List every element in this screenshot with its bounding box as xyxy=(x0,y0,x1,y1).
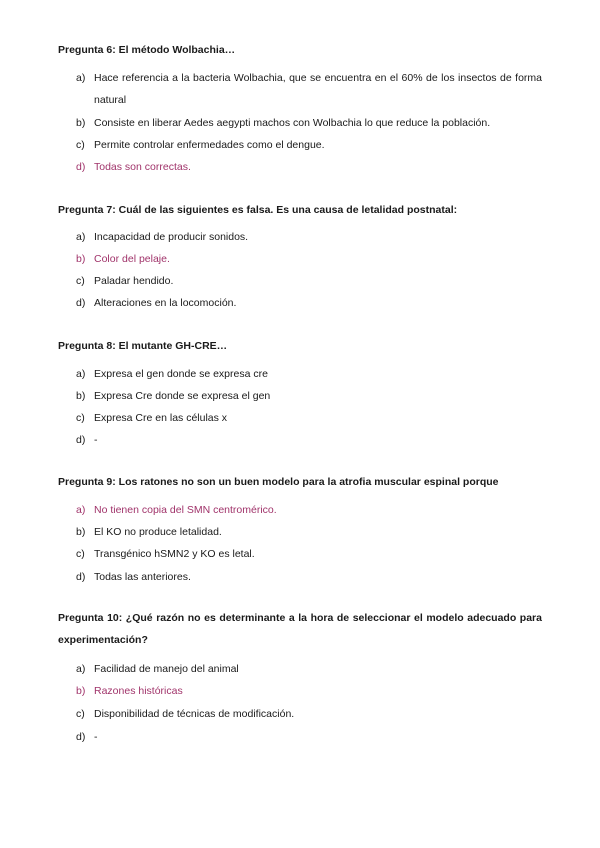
option-text: Consiste en liberar Aedes aegypti machos con Wolbachia lo que reduce la población. xyxy=(94,117,491,129)
answer-option-correct xyxy=(76,680,542,702)
answer-option xyxy=(76,363,542,385)
answer-option xyxy=(76,67,542,111)
option-text: Color del pelaje. xyxy=(94,253,170,265)
option-letter: b) xyxy=(76,390,86,402)
option-text: No tienen copia del SMN centromérico. xyxy=(94,504,277,516)
option-letter: d) xyxy=(76,297,86,309)
question-title: Pregunta 10: ¿Qué razón no es determinante a la hora de seleccionar el modelo adecuado para experimentación? xyxy=(58,612,542,646)
answer-option xyxy=(76,112,542,134)
option-letter: a) xyxy=(76,504,86,516)
answer-option xyxy=(76,270,542,292)
answer-option xyxy=(76,226,542,248)
answer-option xyxy=(76,429,542,451)
answer-option xyxy=(76,407,542,429)
answer-option xyxy=(76,134,542,156)
question-title: Pregunta 6: El método Wolbachia… xyxy=(58,44,236,56)
answer-option-correct xyxy=(76,156,542,178)
option-text: El KO no produce letalidad. xyxy=(94,526,222,538)
option-text: Razones históricas xyxy=(94,685,183,697)
option-letter: c) xyxy=(76,548,85,560)
option-letter: d) xyxy=(76,161,86,173)
question-title: Pregunta 7: Cuál de las siguientes es falsa. Es una causa de letalidad postnatal: xyxy=(58,204,458,216)
option-text: Incapacidad de producir sonidos. xyxy=(94,231,249,243)
option-text: Transgénico hSMN2 y KO es letal. xyxy=(94,548,255,560)
option-letter: b) xyxy=(76,253,86,265)
option-letter: b) xyxy=(76,117,86,129)
option-text: Paladar hendido. xyxy=(94,275,174,287)
answer-option xyxy=(76,292,542,314)
option-text: Expresa el gen donde se expresa cre xyxy=(94,368,268,380)
option-text: Permite controlar enfermedades como el dengue. xyxy=(94,139,325,151)
option-text: Todas las anteriores. xyxy=(94,571,191,583)
option-letter: c) xyxy=(76,708,85,720)
option-letter: c) xyxy=(76,275,85,287)
option-letter: a) xyxy=(76,663,86,675)
option-text: - xyxy=(94,434,98,446)
option-letter: b) xyxy=(76,526,86,538)
answer-option xyxy=(76,385,542,407)
answer-option xyxy=(76,521,542,543)
option-text: Facilidad de manejo del animal xyxy=(94,663,239,675)
answer-option xyxy=(76,566,542,588)
option-text: - xyxy=(94,731,98,743)
answer-option-correct xyxy=(76,499,542,521)
option-text: Hace referencia a la bacteria Wolbachia, que se encuentra en el 60% de los insectos de forma natural xyxy=(94,72,542,106)
option-letter: a) xyxy=(76,231,86,243)
option-letter: c) xyxy=(76,139,85,151)
option-text: Disponibilidad de técnicas de modificación. xyxy=(94,708,295,720)
answer-option xyxy=(76,726,542,748)
option-text: Alteraciones en la locomoción. xyxy=(94,297,237,309)
answer-option xyxy=(76,658,542,680)
option-text: Expresa Cre donde se expresa el gen xyxy=(94,390,271,402)
option-letter: d) xyxy=(76,571,86,583)
option-letter: c) xyxy=(76,412,85,424)
option-text: Todas son correctas. xyxy=(94,161,191,173)
option-letter: d) xyxy=(76,731,86,743)
question-title: Pregunta 9: Los ratones no son un buen modelo para la atrofia muscular espinal porque xyxy=(58,476,499,488)
option-letter: d) xyxy=(76,434,86,446)
answer-option xyxy=(76,543,542,565)
answer-option-correct xyxy=(76,248,542,270)
option-letter: b) xyxy=(76,685,86,697)
option-letter: a) xyxy=(76,368,86,380)
answer-option xyxy=(76,703,542,725)
option-letter: a) xyxy=(76,72,86,84)
option-text: Expresa Cre en las células x xyxy=(94,412,228,424)
question-title: Pregunta 8: El mutante GH-CRE… xyxy=(58,340,228,352)
